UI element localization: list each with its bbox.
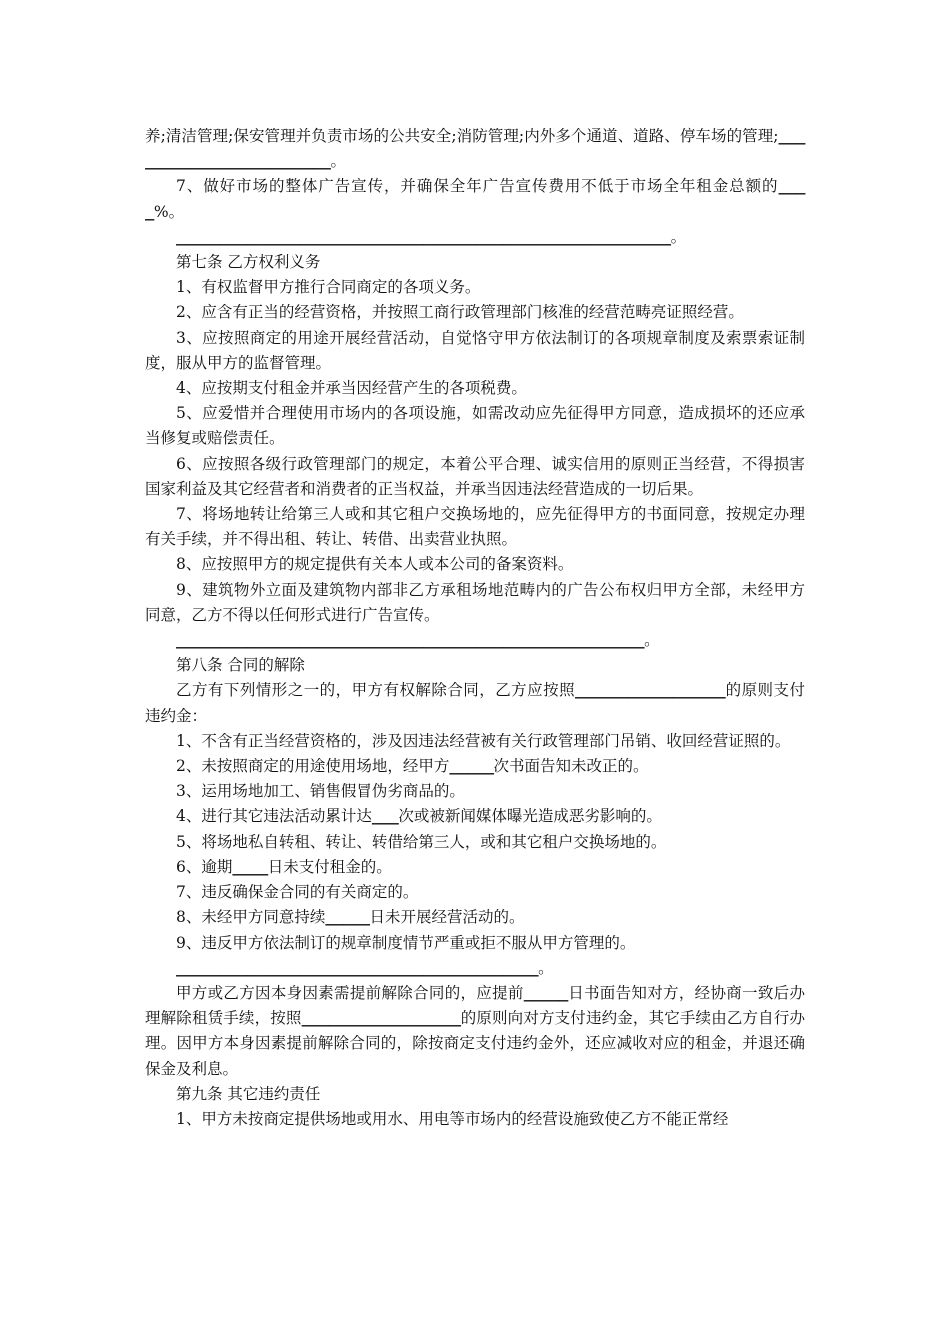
paragraph-text: 。: [330, 152, 346, 171]
paragraph-text: 养;清洁管理;保安管理并负责市场的公共安全;消防管理;内外多个通道、道路、停车场的管理;: [145, 127, 779, 145]
fill-in-blank: _____: [449, 757, 494, 776]
fill-in-blank: _____: [523, 983, 568, 1002]
paragraph-text: 8、应按照甲方的规定提供有关本人或本公司的备案资料。: [176, 555, 574, 574]
paragraph-text: 。: [644, 631, 660, 650]
paragraph-text: 9、违反甲方依法制订的规章制度情节严重或拒不服从甲方管理的。: [176, 933, 636, 952]
paragraph-p10: [145, 452, 805, 502]
paragraph-p27: [145, 981, 805, 1082]
paragraph-text: 甲方或乙方因本身因素需提前解除合同的，应提前: [176, 983, 524, 1002]
paragraph-text: 7、做好市场的整体广告宣传，并确保全年广告宣传费用不低于市场全年租金总额的: [176, 177, 779, 196]
fill-in-blank: __________________: [301, 1009, 461, 1028]
paragraph-text: %。: [153, 202, 185, 221]
fill-in-blank: _____________________________________________________: [176, 631, 645, 650]
paragraph-text: 日书面告知对方，经协商一致后办理解除租赁手续，按照: [145, 983, 805, 1028]
fill-in-blank: ____: [145, 177, 805, 221]
paragraph-text: 3、运用场地加工、销售假冒伪劣商品的。: [176, 782, 465, 801]
fill-in-blank: ________________________________________________________: [176, 227, 671, 246]
paragraph-p17: [145, 729, 805, 754]
fill-in-blank: _________________________________________: [176, 958, 539, 977]
paragraph-text: 日未开展经营活动的。: [369, 908, 525, 927]
paragraph-p13: [145, 578, 805, 628]
paragraph-text: 7、将场地转让给第三人或和其它租户交换场地的，应先征得甲方的书面同意，按规定办理有关手续，并不得出租、转让、转借、出卖营业执照。: [145, 505, 805, 549]
paragraph-text: 2、应含有正当的经营资格，并按照工商行政管理部门核准的经营范畴亮证照经营。: [176, 303, 744, 322]
paragraph-p8: [145, 376, 805, 401]
paragraph-p25: [145, 931, 805, 956]
paragraph-p9: [145, 401, 805, 451]
paragraph-p5: [145, 275, 805, 300]
fill-in-blank: ________________________: [145, 127, 805, 171]
fill-in-blank: _____: [325, 908, 370, 927]
document-page: [145, 124, 805, 1132]
paragraph-text: 9、建筑物外立面及建筑物内部非乙方承租场地范畴内的广告公布权归甲方全部，未经甲方同意，乙方不得以任何形式进行广告宣传。: [145, 580, 805, 624]
paragraph-text: 4、应按期支付租金并承当因经营产生的各项税费。: [176, 379, 527, 398]
paragraph-p12: [145, 552, 805, 577]
paragraph-text: 6、逾期: [176, 857, 233, 876]
paragraph-text: 次书面告知未改正的。: [493, 757, 649, 776]
paragraph-p3: [145, 225, 805, 250]
paragraph-text: 的原则支付违约金：: [145, 681, 805, 725]
paragraph-text: 乙方有下列情形之一的，甲方有权解除合同，乙方应按照: [176, 681, 576, 700]
paragraph-p4: [145, 250, 805, 275]
paragraph-text: 7、违反确保金合同的有关商定的。: [176, 883, 419, 902]
paragraph-p26: [145, 956, 805, 981]
paragraph-p2: [145, 174, 805, 224]
paragraph-text: 第七条 乙方权利义务: [176, 253, 321, 272]
paragraph-p18: [145, 754, 805, 779]
fill-in-blank: ___: [371, 807, 399, 826]
fill-in-blank: ____: [232, 857, 268, 876]
paragraph-p16: [145, 678, 805, 728]
paragraph-p19: [145, 779, 805, 804]
paragraph-text: 5、应爱惜并合理使用市场内的各项设施，如需改动应先征得甲方同意，造成损坏的还应承当修复或赔偿责任。: [145, 404, 805, 448]
paragraph-p24: [145, 905, 805, 930]
paragraph-p28: [145, 1082, 805, 1107]
paragraph-p7: [145, 326, 805, 376]
paragraph-text: 8、未经甲方同意持续: [176, 908, 326, 927]
paragraph-p6: [145, 300, 805, 325]
paragraph-text: 第八条 合同的解除: [176, 656, 305, 675]
paragraph-text: 。: [670, 227, 687, 246]
paragraph-text: 1、有权监督甲方推行合同商定的各项义务。: [176, 278, 481, 297]
paragraph-text: 5、将场地私自转租、转让、转借给第三人，或和其它租户交换场地的。: [176, 832, 667, 851]
paragraph-p1: [145, 124, 805, 174]
paragraph-p15: [145, 653, 805, 678]
paragraph-p29: [145, 1107, 805, 1132]
paragraph-text: 6、应按照各级行政管理部门的规定，本着公平合理、诚实信用的原则正当经营，不得损害国家利益及其它经营者和消费者的正当权益，并承当因违法经营造成的一切后果。: [145, 454, 805, 498]
paragraph-text: 日未支付租金的。: [267, 857, 392, 876]
paragraph-text: 4、进行其它违法活动累计达: [176, 807, 372, 826]
paragraph-p11: [145, 502, 805, 552]
paragraph-text: 2、未按照商定的用途使用场地，经甲方: [176, 757, 450, 776]
paragraph-text: 。: [538, 958, 554, 977]
paragraph-text: 第九条 其它违约责任: [176, 1084, 321, 1103]
paragraph-p20: [145, 804, 805, 829]
paragraph-p22: [145, 855, 805, 880]
paragraph-p14: [145, 628, 805, 653]
paragraph-text: 的原则向对方支付违约金，其它手续由乙方自行办理。因甲方本身因素提前解除合同的，除按商定支付违约金外，还应减收对应的租金，并退还确保金及利息。: [145, 1009, 805, 1078]
paragraph-text: 次或被新闻媒体曝光造成恶劣影响的。: [398, 807, 662, 826]
paragraph-p23: [145, 880, 805, 905]
paragraph-text: 1、不含有正当经营资格的，涉及因违法经营被有关行政管理部门吊销、收回经营证照的。: [176, 731, 791, 750]
paragraph-p21: [145, 830, 805, 855]
fill-in-blank: _________________: [575, 681, 726, 700]
paragraph-text: 3、应按照商定的用途开展经营活动，自觉恪守甲方依法制订的各项规章制度及索票索证制度，服从甲方的监督管理。: [145, 328, 805, 372]
paragraph-text: 1、甲方未按商定提供场地或用水、用电等市场内的经营设施致使乙方不能正常经: [176, 1109, 729, 1128]
